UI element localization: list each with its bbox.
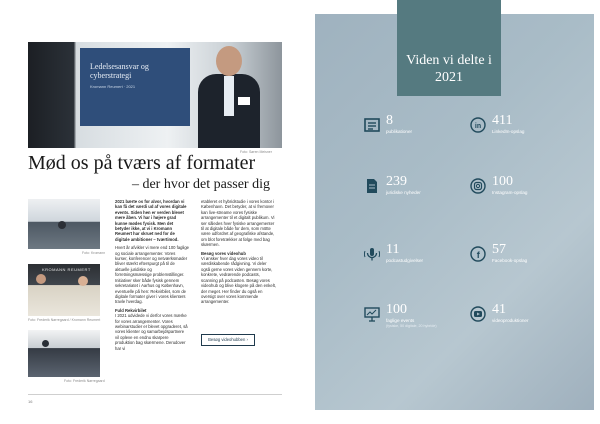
- youtube-icon: [470, 306, 486, 322]
- subheadline: – der hvor det passer dig: [131, 177, 270, 192]
- page-number: 16: [28, 399, 33, 404]
- stat-sublabel: (fysiske, 50 digitale, 20 hybride): [386, 324, 437, 328]
- thumb-caption-1: Foto: Kromann: [82, 251, 106, 255]
- videohub-button[interactable]: [201, 334, 255, 346]
- paragraph: Vi ønsker hver dag vores video til værdiskabende rådgivning. Vi deler også gerne vores viden gennem korte, konkrete, vedrørende podcasts, scanning på podcasten. Besøg vores videohub og blive klogere på den enkelt, der meget. Her finder du også en oversigt over vores kommende arrangementer.: [201, 256, 276, 305]
- videohub-button-label: Besøg videohubben: [208, 337, 246, 342]
- svg-text:f: f: [476, 250, 480, 260]
- presentation-icon: [364, 306, 380, 322]
- speaker-head: [216, 46, 242, 76]
- instagram-icon: [470, 178, 486, 194]
- stat-number: 100: [492, 174, 513, 189]
- stat-number: 8: [386, 113, 393, 128]
- headline: Mød os på tværs af formater: [28, 152, 256, 174]
- person-silhouette: [58, 221, 66, 229]
- speaker-2: [78, 276, 88, 286]
- stat-label: Instagram-opslag: [492, 190, 528, 195]
- paragraph: Hvert år afvikler vi mere end 100 faglige og sociale arrangementer. Vores kurser, konferencer og netværksmøder bliver stærkt efterspurgt på til de aktuelle juridiske og forretningsmæssige problemstillinger. Initiativer sker både fysisk gennem sekretariatet i Aarhus og København, eventuelle på hen: Rekvirbilet, som de digitale formater giver i vores klienters travle hverdag.: [115, 245, 190, 305]
- stat-number: 57: [492, 242, 506, 257]
- kromann-banner: KROMANN REUMERT: [42, 267, 91, 272]
- newspaper-icon: [364, 117, 380, 133]
- stat-label: podcastudgivelser: [386, 258, 424, 263]
- stat-label: LinkedIn-opslag: [492, 129, 525, 134]
- stat-number: 411: [492, 113, 513, 128]
- hero-caption: Foto: Søren Meisner: [240, 150, 272, 154]
- section-heading: Besøg vores videohub: [201, 250, 246, 256]
- speaker-1: [36, 274, 46, 284]
- paragraph: I 2021 udvidede vi derfor vores mærke for vores arrangementer. Vores webinarstudier er blevet opgraderet, så vores klienter og samarbejdspartnere vil opleve en endnu skarpere produktion bag skærmene. Derudover har vi: [115, 313, 188, 351]
- footer-rule: [28, 394, 282, 395]
- linkedin-icon: [470, 117, 486, 133]
- microphone-icon: [364, 246, 380, 262]
- facebook-icon: [470, 246, 486, 262]
- stat-label: Facebook-opslag: [492, 258, 528, 263]
- stat-label: videoproduktioner: [492, 318, 529, 323]
- stat-label: publikationer: [386, 129, 413, 134]
- photo-speakers: [28, 264, 100, 316]
- screen-title: Ledelsesansvar og cyberstrategi: [90, 62, 149, 80]
- stat-number: 41: [492, 302, 506, 317]
- svg-text:in: in: [474, 123, 482, 130]
- section-heading: Fuld Rekvirbilet: [115, 307, 147, 313]
- stat-label: faglige events: [386, 318, 415, 323]
- document-icon: [364, 178, 380, 194]
- article-column-1: [115, 199, 189, 354]
- stat-number: 239: [386, 174, 407, 189]
- screen-subtitle: Kromann Reumert · 2021: [90, 84, 136, 89]
- stat-number: 11: [386, 242, 400, 257]
- stat-label: juridiske nyheder: [386, 190, 421, 195]
- speaker-badge: [238, 97, 250, 105]
- photo-audience: [28, 330, 100, 377]
- hero-photo: [28, 42, 282, 148]
- thumb-caption-3: Foto: Frederik Nørregaard: [64, 379, 105, 383]
- thumb-caption-2: Foto: Frederik Nørregaard / Kromann Reumert: [28, 318, 101, 322]
- panel-title: Viden vi delte i 2021: [406, 53, 492, 85]
- photo-office: [28, 199, 100, 249]
- paragraph: etableret et hybridstudiе i vores kontor i København. Det betyder, at vi fremover kan live-streame vores fysiske arrangementer til et digitalt publikum. Vi ser således hver fysiske arrangementer til at digitale både for dem, som mötte være udfordret af geografiske afstande, om blot foretrækker at følge med bag skærmen.: [201, 199, 275, 248]
- article-column-2: [201, 199, 276, 308]
- arrow-right-icon: ›: [246, 337, 248, 342]
- speaker-shirt: [224, 76, 234, 116]
- intro-paragraph: 2021 bærte os for alvor, hvordan vi kan få det værdi ud af vores digitale events. Siden hen er verden blevet mere åben. Vi har i højere grad kunne mødes fysisk. Men det betyder ikke, at vi i Kromann Reumert har skruet ned for de digitale ambitioner – tværtimod.: [115, 199, 187, 242]
- presenter: [42, 340, 49, 347]
- stat-number: 100: [386, 302, 407, 317]
